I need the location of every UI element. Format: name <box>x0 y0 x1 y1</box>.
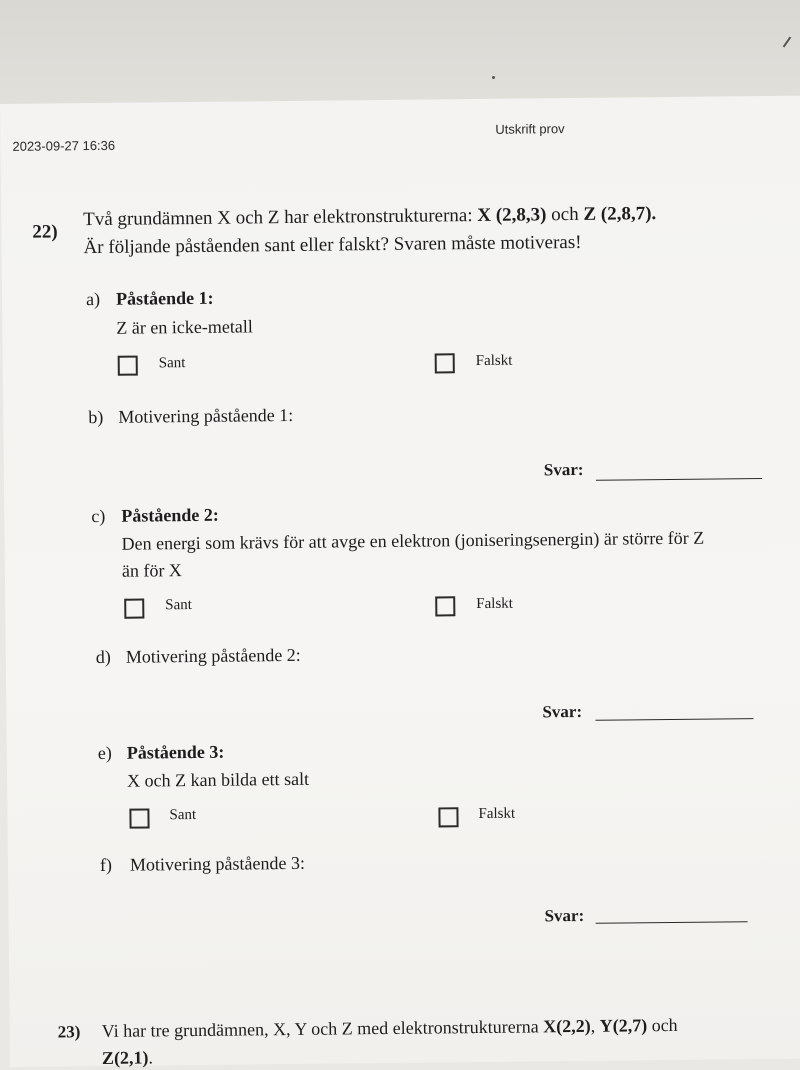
part-a-true-label: Sant <box>158 355 186 372</box>
exam-sheet <box>0 96 800 1067</box>
part-f-answer-label: Svar: <box>544 905 585 926</box>
part-e-true-checkbox[interactable] <box>129 808 149 828</box>
print-title: Utskrift prov <box>495 121 565 137</box>
part-d-answer-line[interactable] <box>595 718 753 721</box>
part-b-answer-line[interactable] <box>596 478 762 481</box>
part-e-true-label: Sant <box>169 806 197 824</box>
part-c-true-checkbox[interactable] <box>124 599 144 619</box>
question-22-number: 22) <box>32 221 58 243</box>
q22-x-structure: X (2,8,3) <box>477 204 547 227</box>
q22-z-structure: Z (2,8,7). <box>583 203 657 225</box>
q23-period: . <box>148 1047 154 1068</box>
part-a-true-checkbox[interactable] <box>118 356 138 376</box>
part-c-heading: Påstående 2: <box>121 504 219 526</box>
part-b-answer-label: Svar: <box>543 459 584 480</box>
part-f-letter: f) <box>99 854 113 875</box>
part-f-label: Motivering påstående 3: <box>129 852 306 875</box>
part-d-letter: d) <box>95 646 111 668</box>
part-c-true-label: Sant <box>165 597 193 614</box>
q22-och: och <box>546 203 584 226</box>
q23-intro-text: Vi har tre grundämnen, X, Y och Z med elektronstrukturerna <box>101 1016 544 1041</box>
part-c-statement-line-1: Den energi som krävs för att avge en elektron (joniseringsenergin) är större för Z <box>121 527 705 554</box>
question-22-line-2: Är följande påståenden sant eller falskt? Svaren måste motiveras! <box>83 231 582 259</box>
part-c-false-checkbox[interactable] <box>435 596 455 616</box>
part-a-statement: Z är en icke-metall <box>116 316 253 338</box>
q23-och: och <box>647 1014 678 1036</box>
part-e-false-label: Falskt <box>478 805 516 823</box>
q23-y-structure: Y(2,7) <box>599 1015 648 1036</box>
q23-z-structure: Z(2,1) <box>101 1047 149 1068</box>
question-23-line-2 <box>102 1047 153 1069</box>
part-a-false-checkbox[interactable] <box>435 353 455 373</box>
part-a-heading: Påstående 1: <box>115 287 214 309</box>
print-datetime: 2023-09-27 16:36 <box>12 137 116 154</box>
part-d-answer-label: Svar: <box>542 701 583 722</box>
part-e-statement: X och Z kan bilda ett salt <box>126 768 310 791</box>
part-b-letter: b) <box>88 406 104 428</box>
part-e-heading: Påstående 3: <box>126 741 225 763</box>
question-22-line-1 <box>83 203 656 231</box>
q22-intro-text: Två grundämnen X och Z har elektronstrukturerna: <box>83 205 478 231</box>
part-e-letter: e) <box>97 742 112 764</box>
part-c-false-label: Falskt <box>476 595 514 613</box>
dust-speck <box>492 76 495 79</box>
part-f-answer-line[interactable] <box>596 921 748 924</box>
part-e-false-checkbox[interactable] <box>438 807 458 827</box>
question-23-line-1 <box>102 1015 678 1042</box>
q23-x-structure: X(2,2) <box>543 1015 591 1037</box>
part-c-letter: c) <box>91 505 106 527</box>
part-a-false-label: Falskt <box>475 352 513 370</box>
part-a-letter: a) <box>85 288 101 310</box>
q23-sep: , <box>590 1015 600 1036</box>
part-b-label: Motivering påstående 1: <box>118 404 294 427</box>
part-c-statement-line-2: än för X <box>121 560 182 581</box>
part-d-label: Motivering påstående 2: <box>125 644 301 667</box>
question-23-number: 23) <box>57 1022 81 1042</box>
